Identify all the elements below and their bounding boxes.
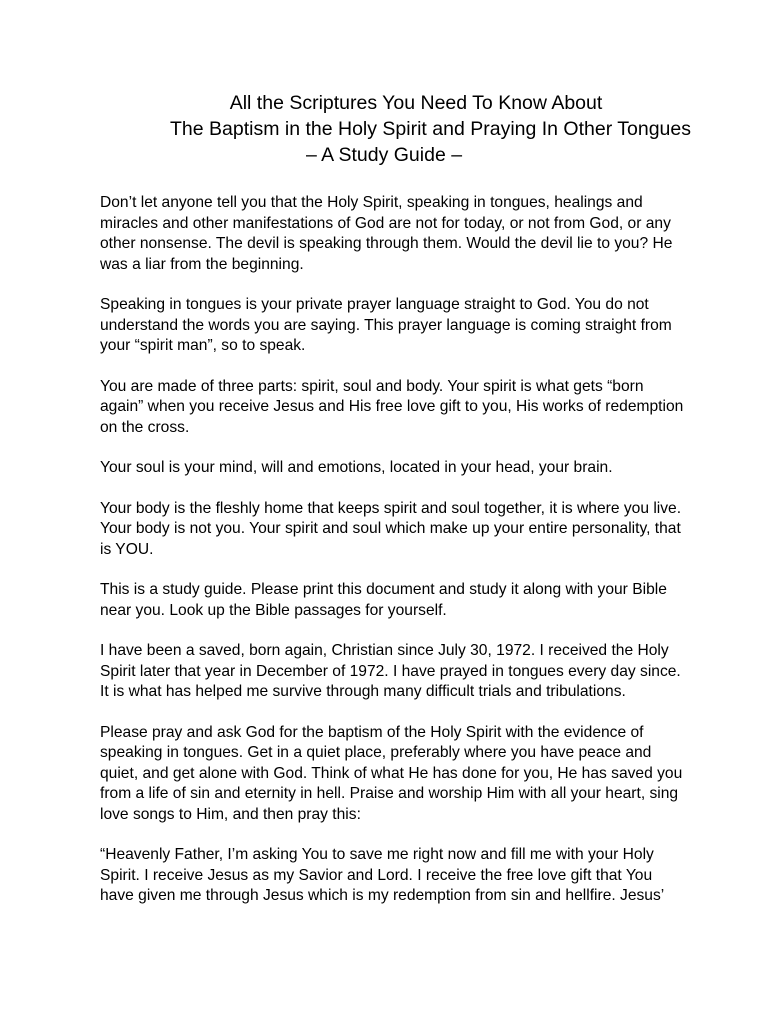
- paragraph-line: from a life of sin and eternity in hell. Praise and worship Him with all your heart, sing: [100, 785, 679, 802]
- paragraph-9: [100, 845, 764, 907]
- paragraph-line: was a liar from the beginning.: [100, 255, 304, 273]
- paragraph-line: Speaking in tongues is your private prayer language straight to God. You do not: [100, 296, 649, 313]
- paragraph-line: again” when you receive Jesus and His free love gift to you, His works of redemption: [100, 398, 684, 415]
- paragraph-3: [100, 377, 764, 439]
- paragraph-line: You are made of three parts: spirit, soul and body. Your spirit is what gets “born: [100, 377, 644, 395]
- paragraph-line: have given me through Jesus which is my redemption from sin and hellfire. Jesus’: [100, 887, 665, 904]
- paragraph-line: speaking in tongues. Get in a quiet place, preferably where you have peace and: [100, 744, 652, 761]
- paragraph-line: near you. Look up the Bible passages for yourself.: [100, 601, 447, 619]
- paragraph-line: “Heavenly Father, I’m asking You to save me right now and fill me with your Holy: [100, 846, 654, 863]
- paragraph-4: [100, 458, 764, 479]
- paragraph-line: Your body is not you. Your spirit and soul which make up your entire personality, that: [100, 520, 681, 537]
- paragraph-line: on the cross.: [100, 418, 190, 436]
- title-line-1: All the Scriptures You Need To Know About: [229, 92, 603, 114]
- paragraph-line: your “spirit man”, so to speak.: [100, 337, 306, 354]
- paragraph-line: I have been a saved, born again, Christian since July 30, 1972. I received the Holy: [100, 642, 669, 659]
- paragraph-line: It is what has helped me survive through many difficult trials and tribulations.: [100, 683, 626, 700]
- document-body: [100, 193, 764, 927]
- paragraph-line: Spirit later that year in December of 1972. I have prayed in tongues every day since.: [100, 662, 681, 680]
- paragraph-line: is YOU.: [100, 540, 154, 558]
- title-line-3: – A Study Guide –: [305, 144, 463, 166]
- paragraph-6: [100, 580, 764, 621]
- paragraph-line: quiet, and get alone with God. Think of what He has done for you, He has saved you: [100, 764, 683, 782]
- paragraph-8: [100, 723, 764, 826]
- paragraph-2: [100, 295, 764, 357]
- paragraph-line: Don’t let anyone tell you that the Holy Spirit, speaking in tongues, healings and: [100, 194, 643, 211]
- paragraph-line: understand the words you are saying. This prayer language is coming straight from: [100, 316, 672, 334]
- paragraph-line: miracles and other manifestations of God are not for today, or not from God, or any: [100, 214, 671, 232]
- paragraph-line: love songs to Him, and then pray this:: [100, 805, 361, 823]
- paragraph-line: Spirit. I receive Jesus as my Savior and Lord. I receive the free love gift that You: [100, 866, 653, 884]
- paragraph-line: Please pray and ask God for the baptism of the Holy Spirit with the evidence of: [100, 723, 644, 741]
- document-title: [0, 90, 768, 168]
- paragraph-1: [100, 193, 764, 275]
- paragraph-7: [100, 641, 764, 703]
- paragraph-line: This is a study guide. Please print this document and study it along with your Bible: [100, 581, 667, 598]
- title-line-2: The Baptism in the Holy Spirit and Praying In Other Tongues: [170, 118, 691, 140]
- paragraph-line: other nonsense. The devil is speaking through them. Would the devil lie to you? He: [100, 235, 673, 252]
- paragraph-line: Your body is the fleshly home that keeps spirit and soul together, it is where you live.: [100, 499, 682, 517]
- paragraph-line: Your soul is your mind, will and emotions, located in your head, your brain.: [100, 459, 613, 476]
- paragraph-5: [100, 499, 764, 561]
